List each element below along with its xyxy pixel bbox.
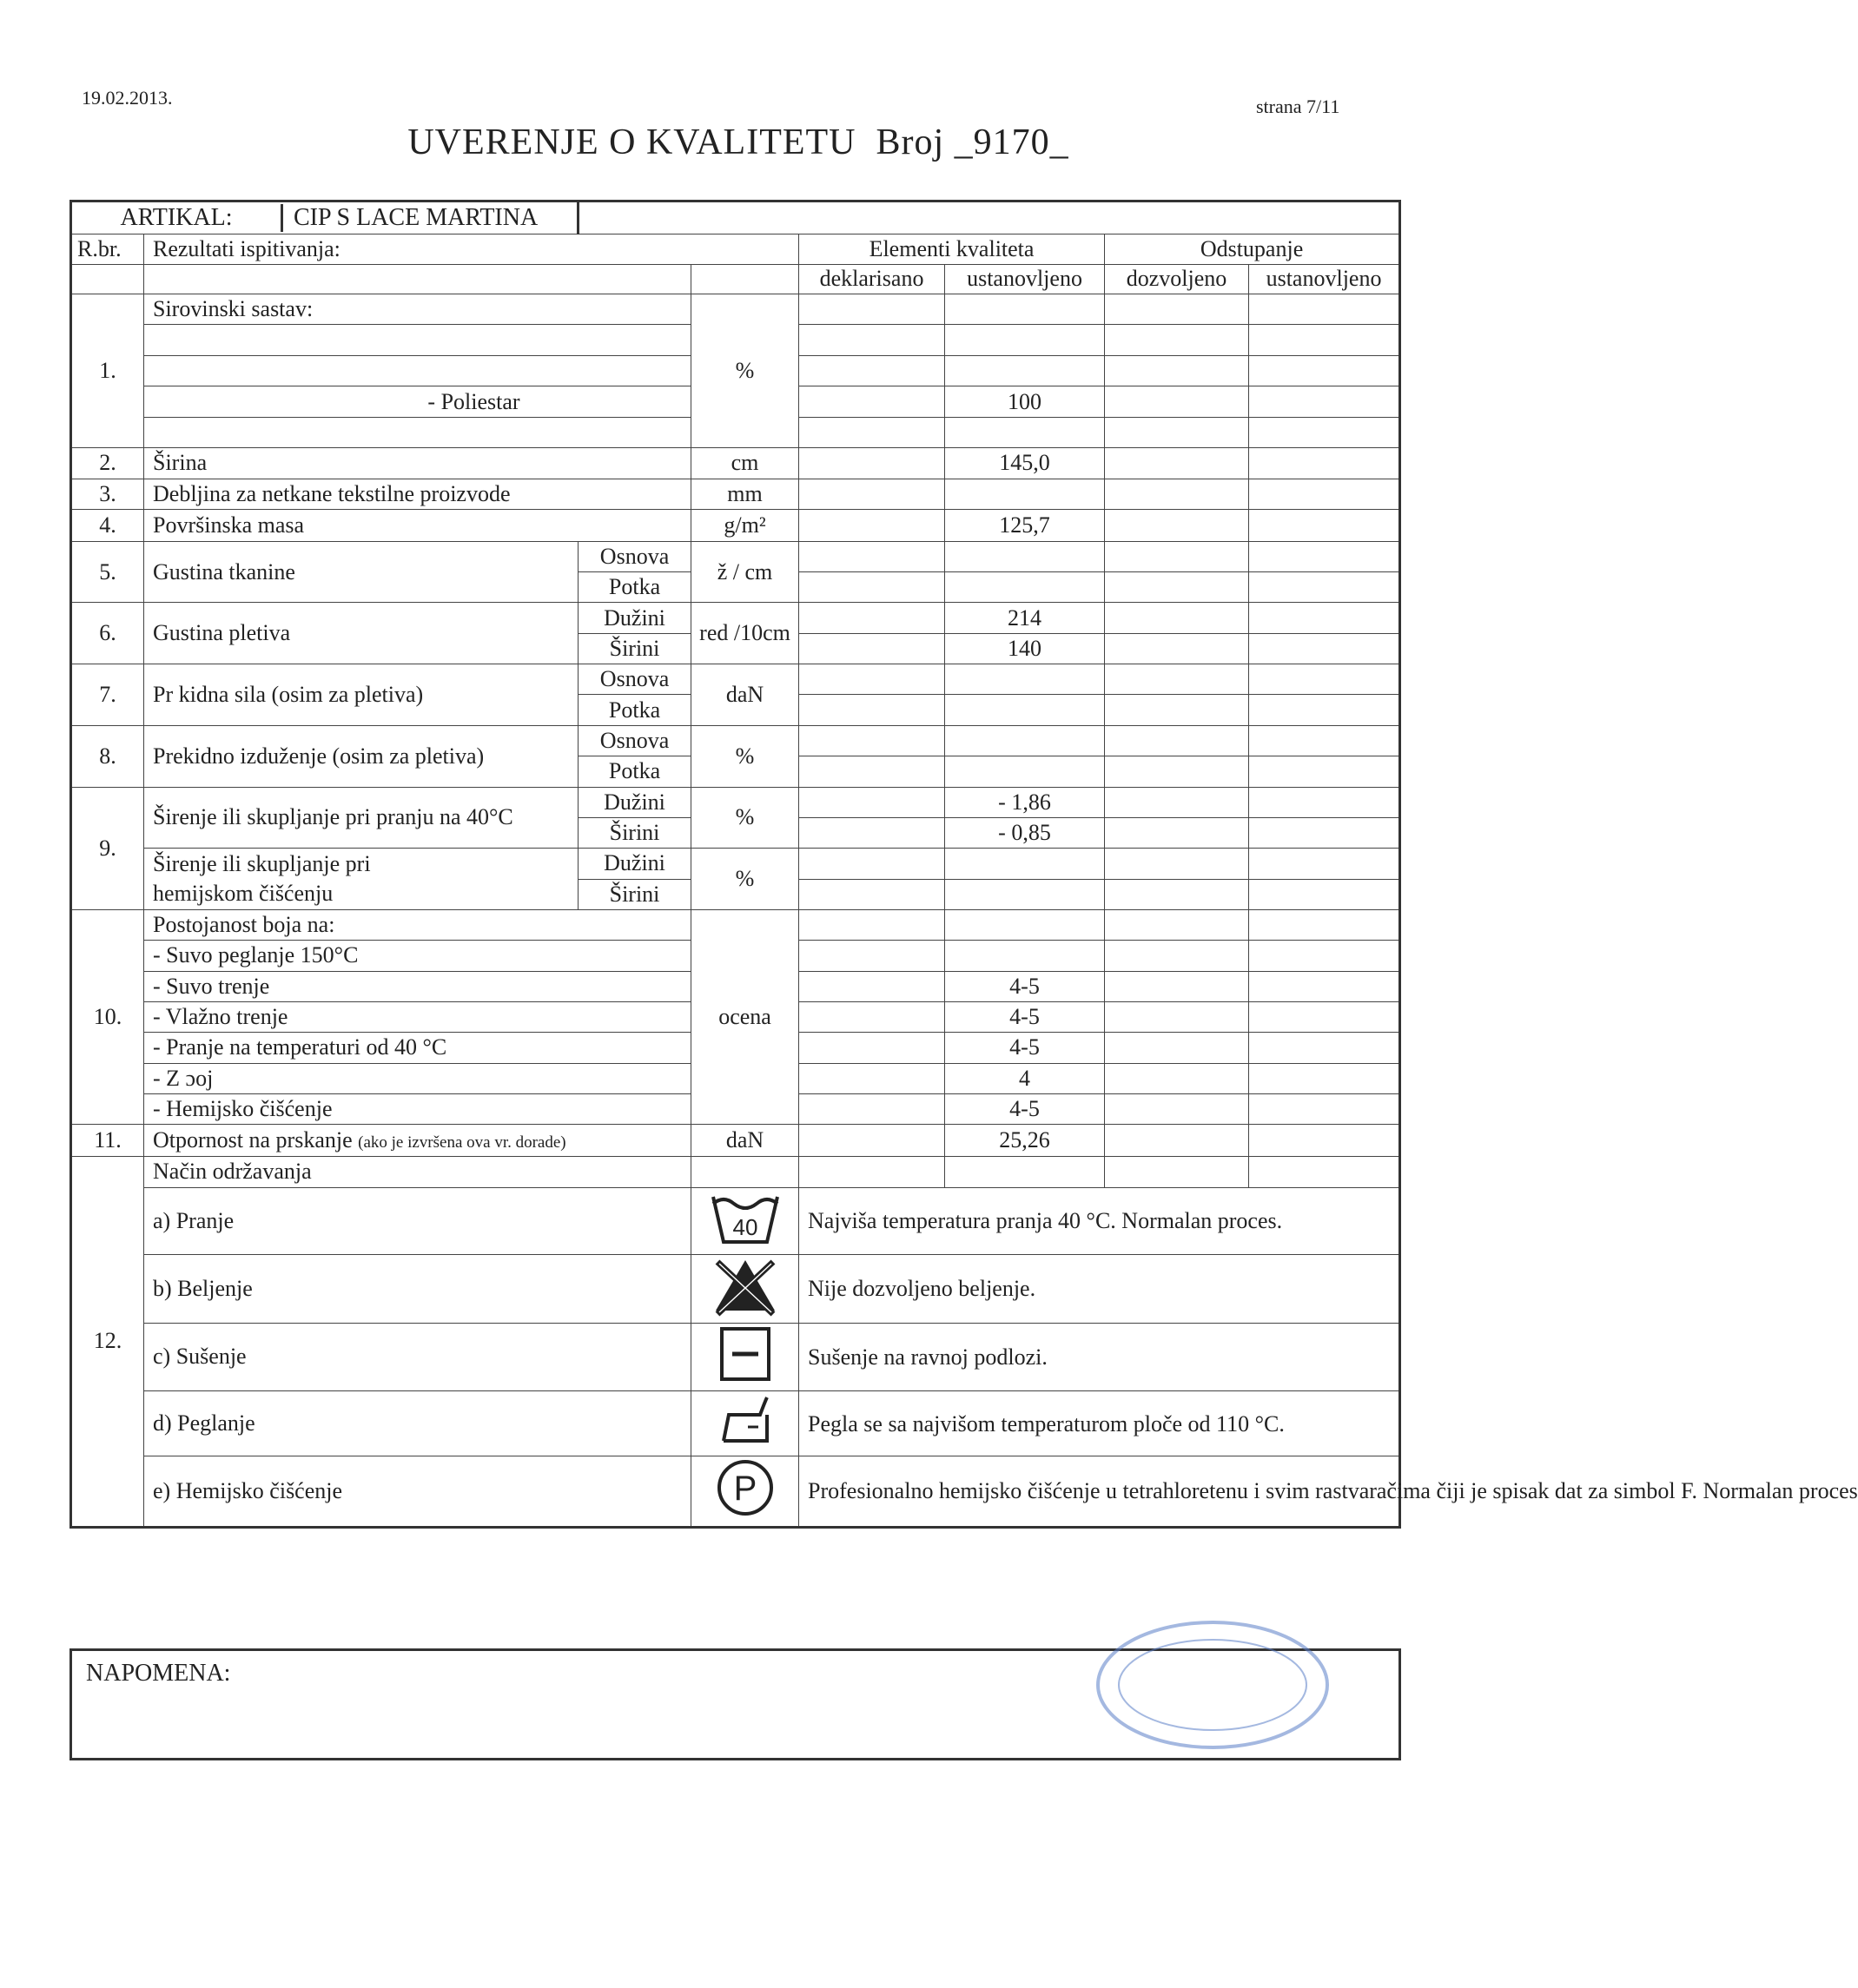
value-cell [945, 355, 1105, 386]
col-deviation: Odstupanje [1105, 234, 1400, 264]
row-label: Širenje ili skupljanje pri [144, 849, 579, 879]
row-unit: ocena [691, 909, 799, 1124]
value-cell [945, 1156, 1105, 1187]
value-cell [1249, 1063, 1400, 1093]
value-cell [1249, 386, 1400, 418]
wash-temperature: 40 [732, 1214, 757, 1241]
value-cell [1105, 572, 1249, 603]
row-label: Širenje ili skupljanje pri pranju na 40°C [144, 787, 579, 849]
value-cell [945, 879, 1105, 909]
iron-symbol [715, 1392, 776, 1450]
row-number: 5. [71, 541, 144, 603]
value-cell [1105, 1063, 1249, 1093]
value-cell [1105, 909, 1249, 940]
dry-flat-symbol [715, 1324, 776, 1384]
value-cell [945, 664, 1105, 695]
row-number: 2. [71, 447, 144, 479]
row-label: Debljina za netkane tekstilne proizvode [144, 479, 691, 510]
value-cell [1249, 1125, 1400, 1156]
value-cell [1105, 510, 1249, 541]
value-cell [799, 1156, 945, 1187]
row-unit: % [691, 787, 799, 849]
row-unit: daN [691, 664, 799, 726]
artikal-label-text: ARTIKAL: [120, 204, 233, 232]
value-cell [945, 849, 1105, 879]
row-number: 8. [71, 725, 144, 787]
value-cell [1105, 1156, 1249, 1187]
value-cell [945, 572, 1105, 603]
care-item-label: c) Sušenje [144, 1323, 691, 1391]
value-cell [1249, 418, 1400, 447]
row-number: 3. [71, 479, 144, 510]
row-unit: % [691, 725, 799, 787]
value-cell [1105, 355, 1249, 386]
row-label [144, 1125, 691, 1156]
row-value: 140 [945, 633, 1105, 664]
value-cell [799, 541, 945, 571]
row-unit: cm [691, 447, 799, 479]
value-cell [1249, 756, 1400, 787]
col-allowed: dozvoljeno [1105, 264, 1249, 294]
value-cell [799, 664, 945, 695]
value-cell [799, 971, 945, 1001]
row-unit: daN [691, 1125, 799, 1156]
row-number: 9. [71, 787, 144, 909]
care-item-text: Profesionalno hemijsko čišćenje u tetrahloretenu i svim rastvaračima čiji je spisak dat za simbol F. Normalan proces [799, 1456, 1400, 1527]
value-cell [1105, 664, 1249, 695]
value-cell [799, 817, 945, 848]
row-unit: ž / cm [691, 541, 799, 603]
value-cell [1249, 325, 1400, 355]
value-cell [799, 725, 945, 756]
value-cell [799, 756, 945, 787]
value-cell [799, 325, 945, 355]
value-cell [1249, 971, 1400, 1001]
dry-flat-icon [691, 1323, 799, 1391]
value-cell [1249, 1001, 1400, 1032]
fastness-item: - Z ɔoj [144, 1063, 691, 1093]
value-cell [1249, 695, 1400, 725]
row-number: 1. [71, 294, 144, 448]
value-cell [945, 909, 1105, 940]
row-value: 145,0 [945, 447, 1105, 479]
page-number: strana 7/11 [1256, 96, 1340, 117]
row-label: Postojanost boja na: [144, 909, 691, 940]
row-number: 6. [71, 603, 144, 664]
row-unit: % [691, 849, 799, 910]
care-item-text: Sušenje na ravnoj podlozi. [799, 1323, 1400, 1391]
no-bleach-icon [691, 1254, 799, 1323]
composition-material: - Poliestar [144, 386, 691, 418]
value-cell [1249, 572, 1400, 603]
value-cell [1105, 1125, 1249, 1156]
value-cell [799, 849, 945, 879]
value-cell [945, 725, 1105, 756]
value-cell [1249, 787, 1400, 817]
value-cell [799, 1001, 945, 1032]
fastness-item: - Pranje na temperaturi od 40 °C [144, 1033, 691, 1063]
artikal-spacer [579, 201, 1400, 234]
blank [691, 1156, 799, 1187]
row-number: 4. [71, 510, 144, 541]
value-cell [945, 294, 1105, 325]
fastness-value: 4-5 [945, 971, 1105, 1001]
dry-clean-symbol [714, 1456, 777, 1519]
value-cell [1249, 447, 1400, 479]
row-label: Površinska masa [144, 510, 691, 541]
value-cell [1249, 941, 1400, 971]
row-number: 11. [71, 1125, 144, 1156]
value-cell [799, 418, 945, 447]
wash-40-icon [691, 1187, 799, 1254]
value-cell [1105, 695, 1249, 725]
value-cell [1105, 633, 1249, 664]
value-cell [945, 418, 1105, 447]
row-value: - 0,85 [945, 817, 1105, 848]
care-item-label: a) Pranje [144, 1187, 691, 1254]
direction-label: Širini [579, 817, 691, 848]
row-label: Gustina pletiva [144, 603, 579, 664]
title-text: UVERENJE O KVALITETU [407, 122, 856, 162]
value-cell [799, 1125, 945, 1156]
value-cell [1105, 479, 1249, 510]
row-number: 10. [71, 909, 144, 1124]
value-cell [1249, 603, 1400, 633]
value-cell [799, 386, 945, 418]
value-cell [1249, 1156, 1400, 1187]
value-cell [799, 479, 945, 510]
value-cell [799, 603, 945, 633]
value-cell [945, 756, 1105, 787]
value-cell [1105, 386, 1249, 418]
care-item-label: e) Hemijsko čišćenje [144, 1456, 691, 1527]
value-cell [799, 1063, 945, 1093]
fastness-item: - Hemijsko čišćenje [144, 1093, 691, 1124]
direction-label: Širini [579, 633, 691, 664]
direction-label: Dužini [579, 787, 691, 817]
document-date: 19.02.2013. [82, 87, 173, 109]
care-item-label: b) Beljenje [144, 1254, 691, 1323]
col-results: Rezultati ispitivanja: [144, 234, 799, 264]
row-unit: % [691, 294, 799, 448]
fastness-value: 4-5 [945, 1033, 1105, 1063]
row-label: Sirovinski sastav: [144, 294, 691, 325]
value-cell [1105, 418, 1249, 447]
care-item-label: d) Peglanje [144, 1391, 691, 1456]
value-cell [1105, 941, 1249, 971]
value-cell [1105, 1033, 1249, 1063]
note-label: NAPOMENA: [86, 1660, 231, 1687]
row-label: Gustina tkanine [144, 541, 579, 603]
value-cell [1249, 355, 1400, 386]
row-label: Način održavanja [144, 1156, 691, 1187]
value-cell [1105, 294, 1249, 325]
row-value: - 1,86 [945, 787, 1105, 817]
blank [144, 325, 691, 355]
value-cell [1105, 849, 1249, 879]
value-cell [945, 695, 1105, 725]
value-cell [1105, 787, 1249, 817]
value-cell [1105, 879, 1249, 909]
value-cell [1249, 664, 1400, 695]
value-cell [945, 541, 1105, 571]
care-item-text: Pegla se sa najvišom temperaturom ploče od 110 °C. [799, 1391, 1400, 1456]
value-cell [799, 941, 945, 971]
fastness-value: 4-5 [945, 1001, 1105, 1032]
value-cell [799, 1033, 945, 1063]
value-cell [1105, 817, 1249, 848]
row-unit: g/m² [691, 510, 799, 541]
row-label-continued: hemijskom čišćenju [144, 879, 579, 909]
direction-label: Osnova [579, 541, 691, 571]
value-cell [799, 294, 945, 325]
value-cell [799, 695, 945, 725]
value-cell [1105, 1001, 1249, 1032]
value-cell [799, 510, 945, 541]
dry-clean-letter: P [733, 1470, 757, 1509]
row-value: 125,7 [945, 510, 1105, 541]
value-cell [945, 325, 1105, 355]
blank [71, 264, 144, 294]
value-cell [1249, 294, 1400, 325]
value-cell [799, 447, 945, 479]
row-label: Pr kidna sila (osim za pletiva) [144, 664, 579, 726]
direction-label: Dužini [579, 849, 691, 879]
value-cell [799, 1093, 945, 1124]
direction-label: Dužini [579, 603, 691, 633]
value-cell [1249, 479, 1400, 510]
direction-label: Širini [579, 879, 691, 909]
value-cell [1105, 725, 1249, 756]
care-item-text: Nije dozvoljeno beljenje. [799, 1254, 1400, 1323]
value-cell [1249, 849, 1400, 879]
document-title [0, 122, 1477, 163]
col-declared: deklarisano [799, 264, 945, 294]
direction-label: Potka [579, 695, 691, 725]
value-cell [799, 572, 945, 603]
value-cell [799, 879, 945, 909]
value-cell [1249, 633, 1400, 664]
care-item-text: Najviša temperatura pranja 40 °C. Normalan proces. [799, 1187, 1400, 1254]
value-cell [945, 479, 1105, 510]
value-cell [1105, 541, 1249, 571]
row-value: 214 [945, 603, 1105, 633]
value-cell [1249, 817, 1400, 848]
direction-label: Potka [579, 756, 691, 787]
col-rbr: R.br. [71, 234, 144, 264]
certificate-number: Broj _9170_ [876, 122, 1069, 162]
value-cell [1249, 1093, 1400, 1124]
composition-value: 100 [945, 386, 1105, 418]
row-label: Prekidno izduženje (osim za pletiva) [144, 725, 579, 787]
value-cell [1105, 325, 1249, 355]
fastness-value [945, 941, 1105, 971]
value-cell [1249, 510, 1400, 541]
value-cell [1105, 971, 1249, 1001]
fastness-value: 4-5 [945, 1093, 1105, 1124]
blank [144, 355, 691, 386]
col-established: ustanovljeno [945, 264, 1105, 294]
fastness-item: - Suvo peglanje 150°C [144, 941, 691, 971]
no-bleach-symbol [711, 1255, 780, 1316]
direction-label: Osnova [579, 725, 691, 756]
row-number: 7. [71, 664, 144, 726]
value-cell [1105, 603, 1249, 633]
value-cell [799, 909, 945, 940]
artikal-label [71, 201, 579, 234]
blank [691, 264, 799, 294]
value-cell [1249, 1033, 1400, 1063]
direction-label: Osnova [579, 664, 691, 695]
iron-low-icon [691, 1391, 799, 1456]
direction-label: Potka [579, 572, 691, 603]
row-unit: mm [691, 479, 799, 510]
value-cell [799, 787, 945, 817]
value-cell [1105, 1093, 1249, 1124]
blank [144, 418, 691, 447]
row-unit: red /10cm [691, 603, 799, 664]
row-label-text: Otpornost na prskanje [153, 1126, 353, 1153]
value-cell [1249, 879, 1400, 909]
value-cell [1249, 725, 1400, 756]
value-cell [1249, 909, 1400, 940]
blank [144, 264, 691, 294]
fastness-item: - Suvo trenje [144, 971, 691, 1001]
quality-table [69, 200, 1858, 1529]
fastness-item: - Vlažno trenje [144, 1001, 691, 1032]
fastness-value: 4 [945, 1063, 1105, 1093]
artikal-value: CIP S LACE MARTINA [281, 204, 538, 232]
col-established-deviation: ustanovljeno [1249, 264, 1400, 294]
row-label-note: (ako je izvršena ova vr. dorade) [358, 1133, 566, 1152]
row-value: 25,26 [945, 1125, 1105, 1156]
row-number: 12. [71, 1156, 144, 1527]
value-cell [1105, 447, 1249, 479]
row-label: Širina [144, 447, 691, 479]
col-elements: Elementi kvaliteta [799, 234, 1105, 264]
wash-40-symbol [706, 1188, 784, 1247]
value-cell [799, 633, 945, 664]
dry-clean-p-icon [691, 1456, 799, 1527]
value-cell [1105, 756, 1249, 787]
value-cell [799, 355, 945, 386]
value-cell [1249, 541, 1400, 571]
institute-stamp [1091, 1615, 1334, 1754]
